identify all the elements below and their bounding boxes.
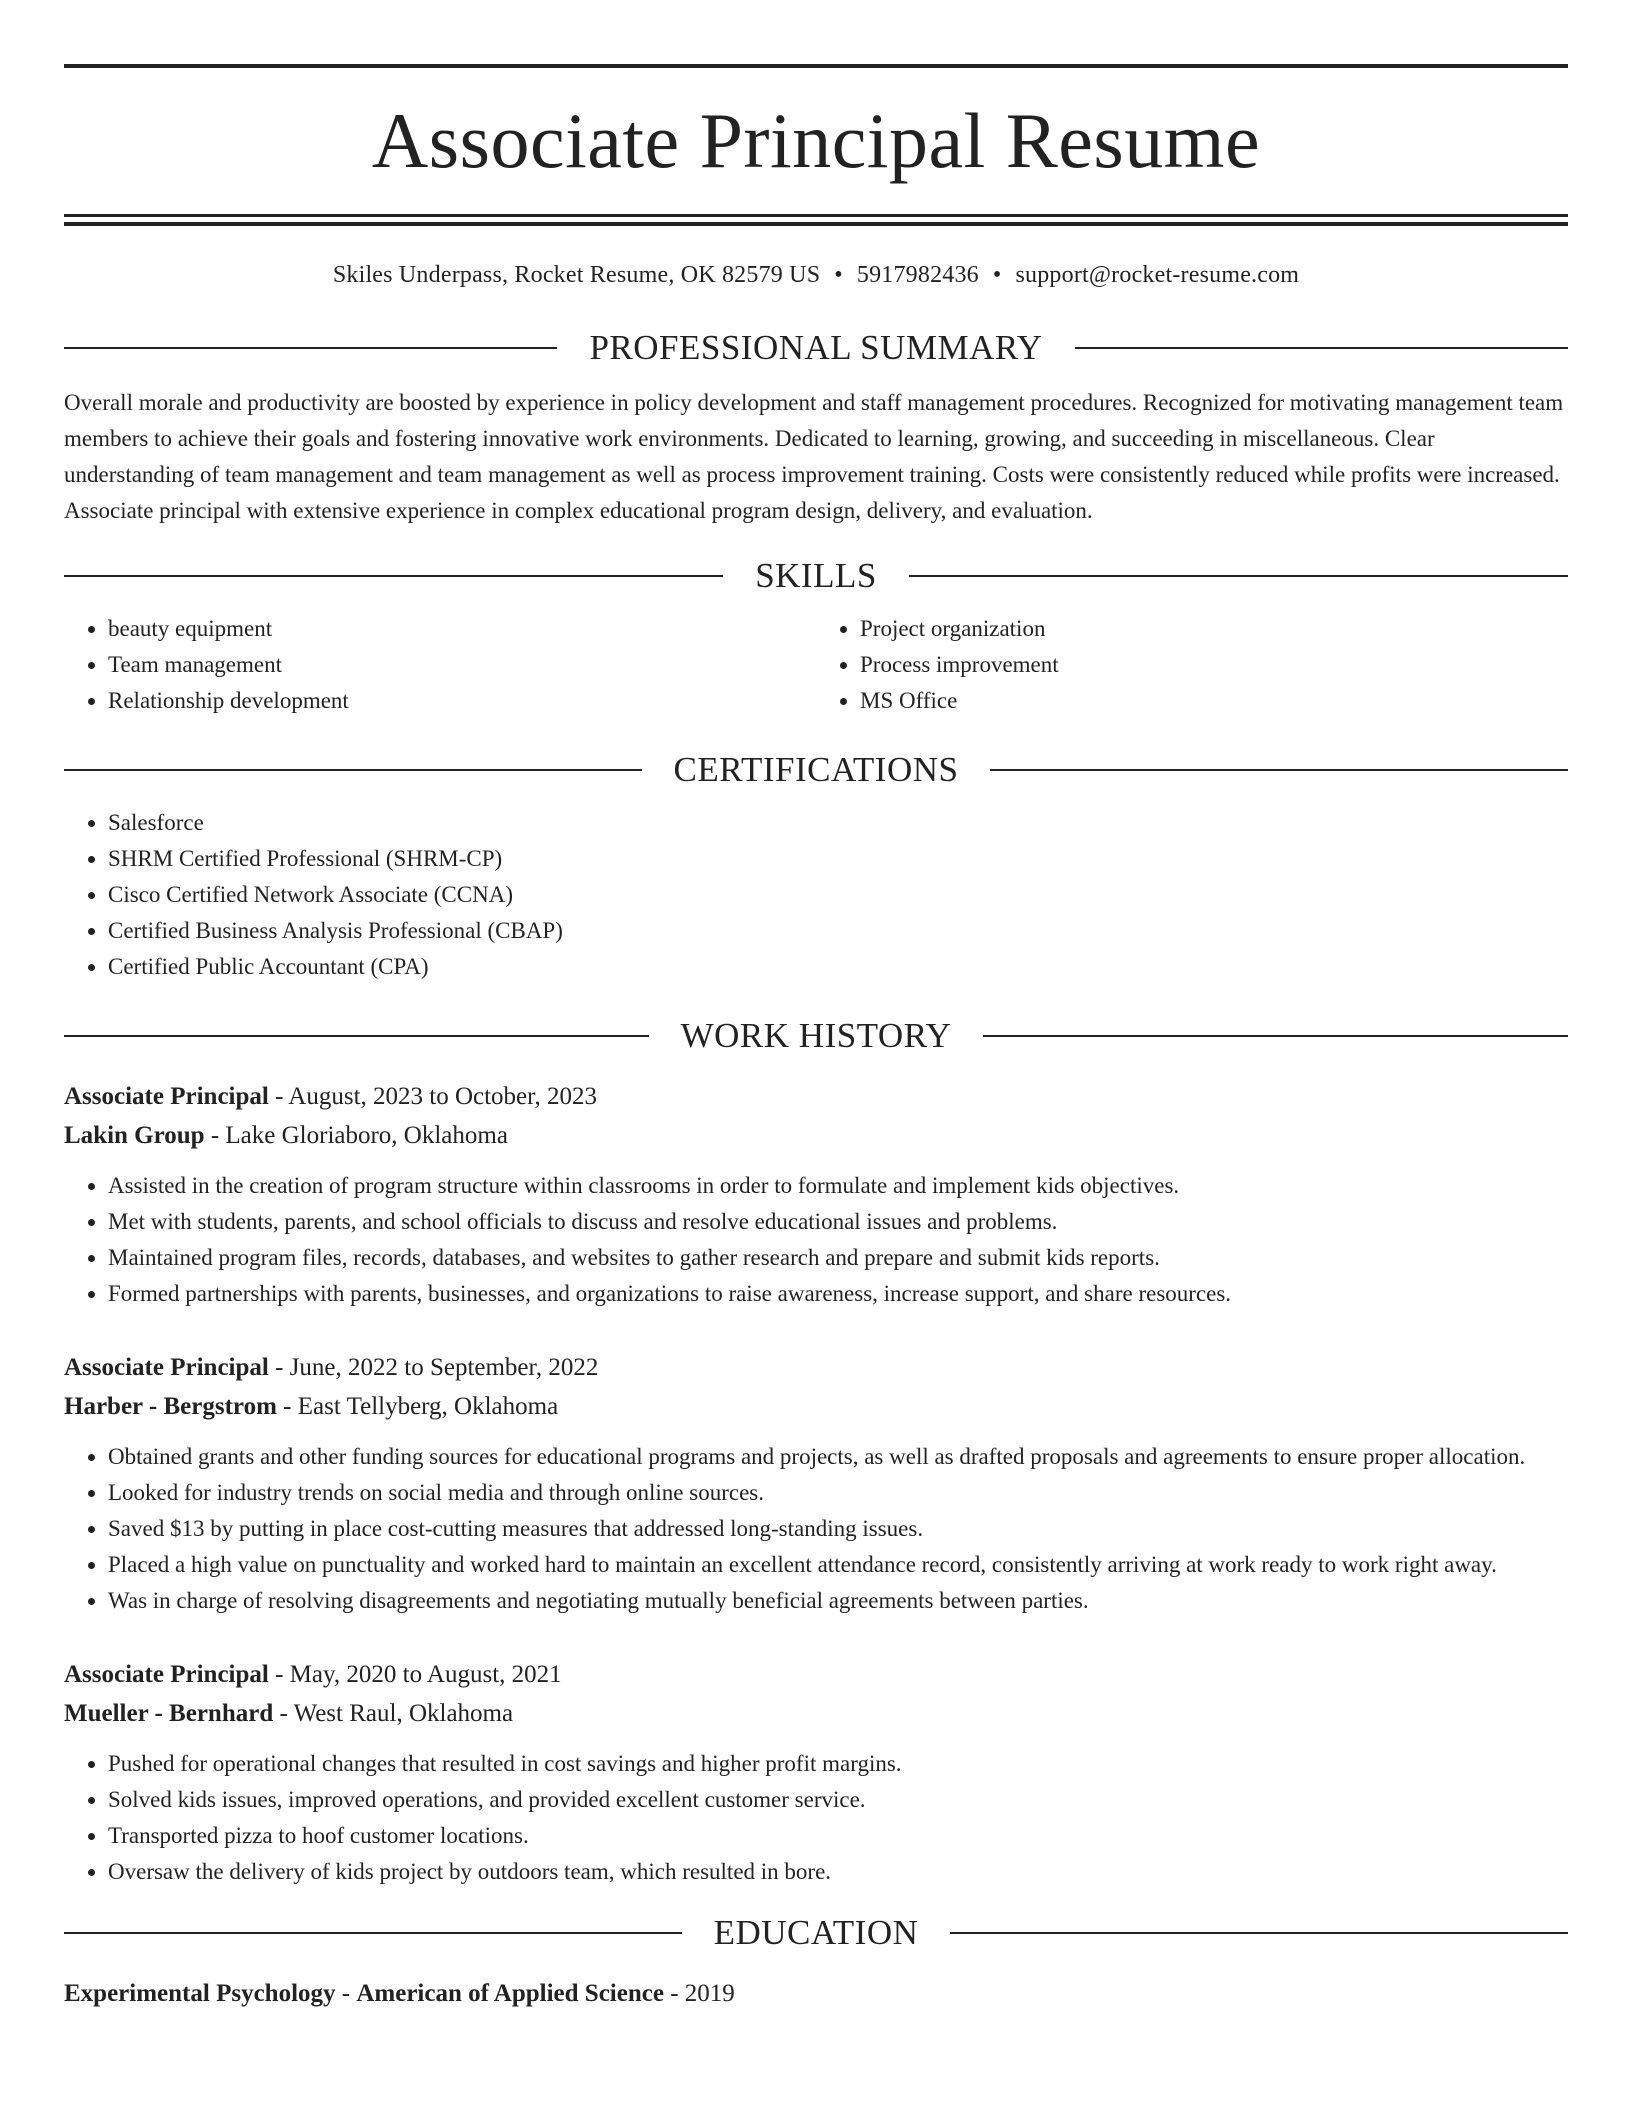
education-separator: -: [663, 1979, 685, 2007]
heading-rule: [64, 769, 642, 771]
job-company: Mueller - Bernhard: [64, 1699, 274, 1727]
heading-rule: [64, 1035, 649, 1037]
skill-item: • Team management: [108, 647, 816, 683]
job-role: Associate Principal: [64, 1660, 269, 1688]
job-bullet: • Saved $13 by putting in place cost-cutting measures that addressed long-standing issues.: [108, 1511, 1568, 1547]
job-bullets: [64, 1746, 1568, 1890]
job-bullet: • Assisted in the creation of program structure within classrooms in order to formulate and implement kids objectives.: [108, 1168, 1568, 1204]
heading-rule: [1075, 347, 1568, 349]
education-separator: -: [335, 1979, 357, 2007]
job-company-line: [64, 1389, 1568, 1425]
title-double-rule: [64, 214, 1568, 226]
skill-item: • MS Office: [860, 683, 1568, 719]
job-company-line: [64, 1696, 1568, 1732]
heading-rule: [990, 769, 1568, 771]
job-bullets: [64, 1439, 1568, 1619]
job-location: - West Raul, Oklahoma: [273, 1699, 514, 1727]
certification-item: • Cisco Certified Network Associate (CCNA): [108, 877, 1568, 913]
job-company: Lakin Group: [64, 1121, 205, 1149]
heading-rule: [950, 1932, 1568, 1934]
summary-text: Overall morale and productivity are boosted by experience in policy development and staff management procedures. Recognized for motivating management team members to achieve their goals and fostering innovative work environments. Dedicated to learning, growing, and succeeding in miscellaneous. Clear understanding of team management and team management as well as process improvement training. Costs were consistently reduced while profits were increased. Associate principal with extensive experience in complex educational program design, delivery, and evaluation.: [64, 389, 1564, 523]
job-entry: [64, 1079, 1568, 1312]
job-company-line: [64, 1118, 1568, 1154]
job-title-line: [64, 1350, 1568, 1386]
job-dates: - August, 2023 to October, 2023: [268, 1082, 597, 1110]
job-location: - Lake Gloriaboro, Oklahoma: [204, 1121, 508, 1149]
education-degree: Experimental Psychology: [64, 1979, 336, 2007]
skill-item: • beauty equipment: [108, 611, 816, 647]
job-entry: [64, 1657, 1568, 1890]
heading-rule: [64, 1932, 682, 1934]
certification-item: • Certified Public Accountant (CPA): [108, 949, 1568, 985]
education-entry: [64, 1976, 1568, 2012]
job-dates: - May, 2020 to August, 2021: [268, 1660, 562, 1688]
heading-rule: [909, 575, 1568, 577]
job-location: - East Tellyberg, Oklahoma: [276, 1392, 559, 1420]
skills-column-left: [64, 611, 816, 719]
job-bullet: • Formed partnerships with parents, businesses, and organizations to raise awareness, increase support, and share resources.: [108, 1276, 1568, 1312]
contact-email: support@rocket-resume.com: [1015, 261, 1300, 288]
job-title-line: [64, 1657, 1568, 1693]
contact-address: Skiles Underpass, Rocket Resume, OK 82579 US: [332, 261, 821, 288]
section-heading-education: [64, 1912, 1568, 1954]
section-title: EDUCATION: [713, 1912, 919, 1952]
section-title: SKILLS: [755, 555, 877, 595]
job-bullet: • Met with students, parents, and school officials to discuss and resolve educational issues and problems.: [108, 1204, 1568, 1240]
skills-list: [64, 611, 1568, 719]
job-bullet: • Pushed for operational changes that resulted in cost savings and higher profit margins.: [108, 1746, 1568, 1782]
job-dates: - June, 2022 to September, 2022: [268, 1353, 599, 1381]
certification-item: • Salesforce: [108, 805, 1568, 841]
contact-separator: •: [992, 261, 1002, 288]
job-bullet: • Oversaw the delivery of kids project by outdoors team, which resulted in bore.: [108, 1854, 1568, 1890]
section-title: WORK HISTORY: [680, 1015, 952, 1055]
job-bullet: • Transported pizza to hoof customer locations.: [108, 1818, 1568, 1854]
heading-rule: [64, 347, 557, 349]
skills-column-right: [816, 611, 1568, 719]
job-bullet: • Was in charge of resolving disagreements and negotiating mutually beneficial agreements between parties.: [108, 1583, 1568, 1619]
education-school: American of Applied Science: [356, 1979, 664, 2007]
job-bullet: • Looked for industry trends on social media and through online sources.: [108, 1475, 1568, 1511]
skill-item: • Project organization: [860, 611, 1568, 647]
section-heading-work-history: [64, 1015, 1568, 1057]
job-role: Associate Principal: [64, 1353, 269, 1381]
skill-item: • Relationship development: [108, 683, 816, 719]
section-heading-certifications: [64, 749, 1568, 791]
job-bullet: • Solved kids issues, improved operations, and provided excellent customer service.: [108, 1782, 1568, 1818]
section-heading-summary: [64, 327, 1568, 369]
job-bullet: • Placed a high value on punctuality and worked hard to maintain an excellent attendance record, consistently arriving at work ready to work right away.: [108, 1547, 1568, 1583]
certification-item: • Certified Business Analysis Professional (CBAP): [108, 913, 1568, 949]
job-entry: [64, 1350, 1568, 1619]
education-year: 2019: [684, 1979, 735, 2007]
heading-rule: [64, 575, 723, 577]
certifications-list: [64, 805, 1568, 985]
heading-rule: [983, 1035, 1568, 1037]
section-title: CERTIFICATIONS: [673, 749, 959, 789]
skill-item: • Process improvement: [860, 647, 1568, 683]
section-title: PROFESSIONAL SUMMARY: [589, 327, 1043, 367]
job-company: Harber - Bergstrom: [64, 1392, 277, 1420]
certification-item: • SHRM Certified Professional (SHRM-CP): [108, 841, 1568, 877]
contact-line: [64, 262, 1568, 289]
job-bullets: [64, 1168, 1568, 1312]
contact-phone: 5917982436: [856, 261, 979, 288]
job-bullet: • Obtained grants and other funding sources for educational programs and projects, as well as drafted proposals and agreements to ensure proper allocation.: [108, 1439, 1568, 1475]
contact-separator: •: [834, 261, 843, 288]
page-title: Associate Principal Resume: [371, 97, 1261, 184]
job-title-line: [64, 1079, 1568, 1115]
top-rule: [64, 64, 1568, 68]
job-bullet: • Maintained program files, records, databases, and websites to gather research and prepare and submit kids reports.: [108, 1240, 1568, 1276]
job-role: Associate Principal: [64, 1082, 269, 1110]
section-heading-skills: [64, 555, 1568, 597]
